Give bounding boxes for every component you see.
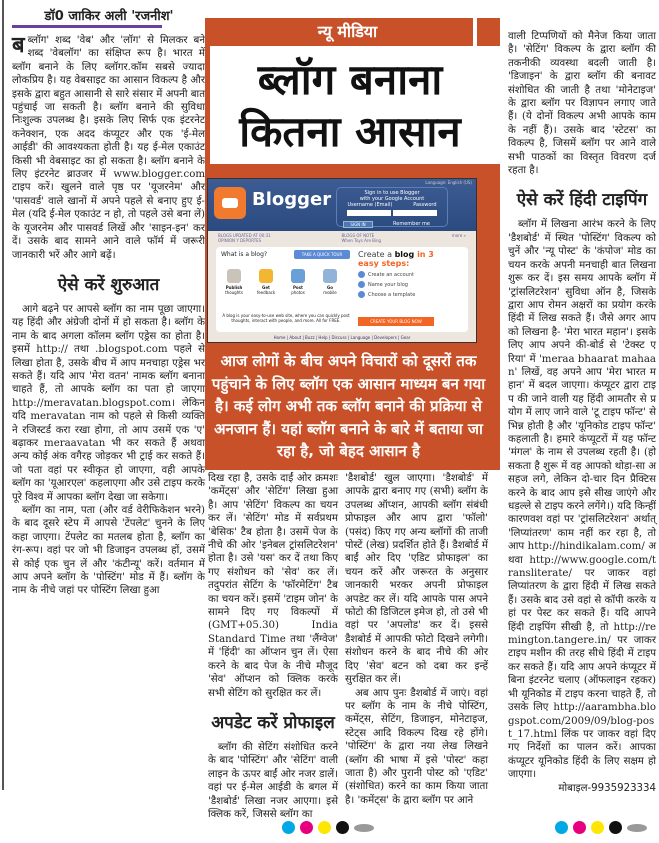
step bbox=[358, 291, 468, 298]
feature-title: Publish bbox=[225, 285, 243, 290]
feature-title: Get bbox=[262, 285, 270, 290]
cyan-dot bbox=[555, 821, 568, 834]
tour-button: TAKE A QUICK TOUR bbox=[294, 250, 350, 259]
username-label: Username (Email) bbox=[347, 202, 393, 208]
blogger-brand: Blogger bbox=[252, 189, 332, 210]
blogger-screenshot bbox=[207, 178, 477, 343]
feature-sub: photos bbox=[291, 290, 305, 295]
create-title-bold: blog bbox=[394, 250, 415, 259]
create-title-num: in 3 bbox=[414, 250, 434, 259]
callout-text: आज लोगों के बीच अपने विचारों को दूसरों तक पहुंचाने के लिए ब्लॉग एक आसान माध्यम बन गया है। कई लोग अभी तक ब्लॉग बनाने की प्रक्रिया से अनजान हैं। यहां ब्लॉग बनाने के बारे में बताया जा रहा है, जो बेहद आसान है bbox=[211, 352, 486, 460]
mobile-number: मोबाइल-9935923334 bbox=[558, 782, 656, 794]
step-label: Create an account bbox=[368, 271, 414, 278]
headline-line-1: ब्लॉग बनाना bbox=[257, 55, 443, 104]
paragraph: ब्लॉग की सेटिंग संशोधित करने के बाद 'पोस्टिंग' और 'सेटिंग' वाली लाइन के ऊपर बाईं ओर नजर डालें। वहां पर ई-मेल आईडी के बगल में 'डैशबोर्ड' लिखा नजर आएगा। इसे क्लिक करें, जिससे ब्लॉग का bbox=[208, 741, 338, 820]
footer-links: Home | About | Buzz | Help | Discuss | Language | Developers | Gear bbox=[273, 335, 411, 340]
column-3 bbox=[345, 472, 488, 807]
feature-item bbox=[320, 269, 340, 295]
step-2-icon bbox=[358, 281, 365, 288]
feature-icon bbox=[291, 269, 305, 283]
feature-icon bbox=[227, 269, 241, 283]
blogs-updated: BLOGS UPDATED AT 00:31 bbox=[218, 233, 271, 238]
intro-panel bbox=[216, 247, 468, 332]
heading-profile: अपडेट करें प्रोफाइल bbox=[211, 712, 335, 733]
intro-paragraph: बब्लॉग' शब्द 'वेब' और 'लॉग' से मिलकर बने शब्द 'वेबलॉग' का संक्षिप्त रूप है। भारत में ब्लॉग बनाने के लिए ब्लॉगर.कॉम सबसे ज्यादा लोकप्रिय है। यह वेबसाइट का आसान विकल्प है और इसके द्वारा बहुत आसानी से सारे संसार में अपनी बात पहुंचाई जा सकती है। ब्लॉग बनाने की सुविधा निःशुल्क उपलब्ध है। इसके लिए सिर्फ एक इंटरनेट कनेक्शन, एक अदद कंप्यूटर और एक 'ई-मेल आईडी' की आवश्यकता होती है। यह ई-मेल एकाउंट किसी भी वेबसाइट का हो सकता है। ब्लॉग बनाने के लिए इंटरनेट ब्राउजर में www.blogger.com टाइप करें। खुलने वाले पृष्ठ पर 'यूजरनेम' और 'पासवर्ड' वाले खानों में अपने पहले से बनाए हुए ई-मेल (यदि ई-मेल एकाउंट न हो, तो पहले उसे बना लें) के यूजरनेम और पासवर्ड लिखें और 'साइन-इन' कर दें। उसके बाद सामने आने वाले फॉर्म में जरूरी जानकारी भरें और आगे बढ़ें। bbox=[12, 33, 205, 261]
gray-dot bbox=[354, 824, 374, 832]
drop-cap: ब bbox=[12, 33, 25, 58]
easy-steps: easy steps: bbox=[358, 259, 410, 268]
left-border bbox=[2, 0, 4, 790]
feature-sub: thoughts bbox=[225, 290, 243, 295]
feature-icon bbox=[323, 269, 337, 283]
cyan-dot bbox=[282, 821, 295, 834]
black-dot bbox=[609, 821, 622, 834]
magenta-dot bbox=[573, 821, 586, 834]
create-blog-button: CREATE YOUR BLOG NOW bbox=[358, 317, 434, 326]
decorative-bars bbox=[473, 18, 477, 46]
blogger-logo-icon bbox=[214, 187, 246, 219]
heading-start: ऐसे करें शुरुआत bbox=[57, 274, 160, 295]
step-label: Choose a template bbox=[368, 291, 416, 298]
blogs-bar bbox=[208, 231, 476, 245]
remember-me: Remember me bbox=[393, 221, 430, 227]
feature-item bbox=[224, 269, 244, 295]
section-label: न्यू मीडिया bbox=[317, 22, 378, 41]
username-input bbox=[347, 210, 391, 216]
column-4 bbox=[508, 30, 656, 795]
magenta-dot bbox=[300, 821, 313, 834]
step bbox=[358, 271, 468, 278]
more-link: more » bbox=[451, 233, 466, 238]
feature-sub: mobile bbox=[323, 290, 337, 295]
yellow-dot bbox=[591, 821, 604, 834]
password-label: Password bbox=[413, 202, 437, 208]
paragraph: आगे बढ़ने पर आपसे ब्लॉग का नाम पूछा जाएगा। यह हिंदी और अंग्रेजी दोनों में हो सकता है। ब्लॉग के नाम के बाद अगला कॉलम ब्लॉग एड्रेस का होता है। इसमें http:// तथा .blogspot.com पहले से लिखा होता है, उसके बीच में आप मनचाहा एड्रेस भर सकते हैं। यदि आप 'मेरा वतन' नामक ब्लॉग बनाना चाहते हैं, तो आपके ब्लॉग का पता हो जाएगा http://meravatan.blogspot.com। लेकिन यदि meravatan नाम को पहले से किसी व्यक्ति ने रजिस्टर्ड करा रखा होगा, तो आप उसमें एक 'ए' बढ़ाकर meraavatan भी कर सकते हैं अथवा अन्य कोई अंक वगैरह जोड़कर भी ट्राई कर सकते हैं। जो पता वहां पर स्वीकृत हो जाएगा, वही आपके ब्लॉग का 'यूआरएल' कहलाएगा और उसे टाइप करके पूरे विश्व में आपका ब्लॉग देखा जा सकेगा। bbox=[12, 303, 205, 503]
create-title: Create a bbox=[358, 250, 395, 259]
heading-hindi-typing: ऐसे करें हिंदी टाइपिंग bbox=[516, 190, 648, 211]
signin-box bbox=[336, 187, 448, 227]
step-3-icon bbox=[358, 291, 365, 298]
author-byline: डॉ0 जाकिर अली 'रजनीश' bbox=[44, 9, 174, 24]
blogger-description: A blog is your easy-to-use web site, where you can quickly post thoughts, interact with people, and more. All for FREE. bbox=[222, 313, 350, 323]
step-1-icon bbox=[358, 271, 365, 278]
paragraph: दिख रहा है, उसके दाईं ओर क्रमशः 'कमेंट्स' और 'सेटिंग' लिखा हुआ है। आप 'सेटिंग' विकल्प का चयन कर लें। 'सेटिंग' मोड में सर्वप्रथम 'बेसिक' टैब होता है। उसमें पेज के नीचे की ओर 'इनेबल ट्रांसलिटरेशन' होता है। उसे 'यस' कर दें तथा किए गए संशोधन को 'सेव' कर लें। तदुपरांत सेटिंग के 'फॉरमेटिंग' टैब का चयन करें। इसमें 'टाइम जोन' के सामने दिए गए विकल्पों में (GMT+05.30) India Standard Time तथा 'लैंग्वेज' में 'हिंदी' का ऑप्शन चुन लें। ऐसा करने के बाद पेज के नीचे मौजूद 'सेव' ऑप्शन को क्लिक करके सभी सेटिंग को सुरक्षित कर लें। bbox=[208, 473, 338, 699]
language-select: Language: English (US) bbox=[425, 180, 472, 185]
feature-item bbox=[288, 269, 308, 295]
column-1 bbox=[12, 34, 205, 598]
registration-marks bbox=[555, 821, 647, 834]
author-underline bbox=[12, 25, 162, 28]
paragraph: वाली टिप्पणियों को मैनेज किया जाता है। 'सेटिंग' विकल्प के द्वारा ब्लॉग की तकनीकी व्यवस्था बदली जाती है। 'डिजाइन' के द्वारा ब्लॉग की बनावट संशोधित की जाती है तथा 'मोनेटाइज' के द्वारा ब्लॉग पर विज्ञापन लगाए जाते हैं। (ये दोनों विकल्प अभी आपके काम के नहीं हैं)। उसके बाद 'स्टेटस' का विकल्प है, जिसमें ब्लॉग पर आने वाले सभी पाठकों का विस्तृत विवरण दर्ज रहता है। bbox=[508, 31, 656, 177]
step-label: Name your blog bbox=[368, 281, 408, 288]
paragraph: 'डैशबोर्ड' खुल जाएगा। 'डैशबोर्ड' में आपके द्वारा बनाए गए (सभी) ब्लॉग के उपलब्ध ऑप्शन, आपकी ब्लॉग संबंधी प्रोफाइल और आप द्वारा 'फॉलो' (पसंद) किए गए अन्य ब्लॉगों की ताजी पोस्टें (लेख) प्रदर्शित होते हैं। डैशबोर्ड में बाईं ओर दिए 'एडिट प्रोफाइल' का चयन करें और जरूरत के अनुसार जानकारी भरकर अपनी प्रोफाइल अपडेट कर लें। यदि आपके पास अपने फोटो की डिजिटल इमेज हो, तो उसे भी वहां पर 'अपलोड' कर दें। इससे डैशबोर्ड में आपकी फोटो दिखने लगेगी। संशोधन करने के बाद नीचे की ओर दिए 'सेव' बटन को दबा कर इन्हें सुरक्षित कर लें। bbox=[345, 473, 488, 686]
column-2 bbox=[208, 472, 338, 821]
signin-title: Sign in to use Blogger bbox=[364, 190, 420, 196]
yellow-dot bbox=[318, 821, 331, 834]
feature-icons bbox=[224, 269, 340, 295]
feature-icon bbox=[259, 269, 273, 283]
paragraph: ब्लॉग का नाम, पता (और वर्ड वेरीफिकेशन भरने) के बाद दूसरे स्टेप में आपसे 'टेंपलेट' चुनने के लिए कहा जाएगा। टेंपलेट का मतलब होता है, ब्लॉग का रंग-रूप। वहां पर जो भी डिजाइन उपलब्ध हों, उसमें से कोई एक चुन लें और 'कंटीन्यू' करें। वर्तमान में आप अपने ब्लॉग के 'पोस्टिंग' मोड में हैं। ब्लॉग के नाम के नीचे जहां पर पोस्टिंग लिखा हुआ bbox=[12, 505, 205, 597]
headline bbox=[210, 46, 500, 164]
registration-marks bbox=[282, 821, 374, 834]
what-is-a-blog: What is a blog? bbox=[221, 251, 268, 258]
paragraph: अब आप पुनः डैशबोर्ड में जाएं। वहां पर ब्लॉग के नाम के नीचे पोस्टिंग, कमेंट्स, सेटिंग, डिजाइन, मोनेटाइज, स्टेट्स आदि विकल्प दिख रहे होंगे। 'पोस्टिंग' के द्वारा नया लेख लिखने (ब्लॉग की भाषा में इसे 'पोस्ट' कहा जाता है) और पुरानी पोस्ट को 'एडिट' (संशोधित) करने का काम किया जाता है। 'कमेंट्स' के द्वारा ब्लॉग पर आने bbox=[345, 687, 488, 806]
blogs-of-note-link: When Toys Are Bing bbox=[341, 238, 382, 243]
signin-button: SIGN IN bbox=[343, 221, 373, 228]
blogs-updated-link: OPINION Y DEPORTES bbox=[218, 238, 262, 243]
black-dot bbox=[336, 821, 349, 834]
blogs-of-note: BLOGS OF NOTE bbox=[341, 233, 375, 238]
step bbox=[358, 281, 468, 288]
create-steps bbox=[358, 250, 468, 298]
paragraph: ब्लॉग में लिखना आरंभ करने के लिए 'डैशबोर्ड' में स्थित 'पोस्टिंग' विकल्प को चुनें और 'न्यू पोस्ट' के 'कंपोज' मोड का चयन करके अपनी मनचाही बात लिखना शुरू कर दें। इस समय आपके ब्लॉग में 'ट्रांसलिटरेशन' सुविधा ऑन है, जिसके द्वारा आप रोमन अक्षरों का प्रयोग करके हिंदी में लिख सकते हैं। जैसे अगर आपको लिखना है- 'मेरा भारत महान'। इसके लिए आप अपने की-बोर्ड से 'टेक्स्ट एरिया' में 'meraa bhaarat mahaan' लिखें, वह अपने आप 'मेरा भारत महान' में बदल जाएगा। कंप्यूटर द्वारा टाइप की जाने वाली यह हिंदी आमतौर से प्रयोग में लाए जाने वाले 'टू टाइप फॉन्ट' से भिन्न होती है और 'यूनिकोड टाइप फॉन्ट' कहलाती है। हमारे कंप्यूटरों में यह फॉन्ट 'मंगल' के नाम से उपलब्ध रहती है। (हो सकता है शुरू में वह आपको थोड़ा-सा असहज लगे, लेकिन दो-चार दिन प्रैक्टिस करने के बाद आप इसे सीख जाएंगे और धड़ल्ले से टाइप करने लगेंगे।) यदि किन्हीं कारणवश वहां पर 'ट्रांसलिटरेशन' अर्थात् 'लिप्यांतरण' काम नहीं कर रहा है, तो आप http://hindikalam.com/ अथवा http://www.google.com/transliterate/ पर जाकर वहां लिप्यांतरण के द्वारा हिंदी में लिख सकते हैं। उसके बाद उसे वहां से कॉपी करके यहां पर पेस्ट कर सकते हैं। यदि आपने हिंदी टाइपिंग सीखी है, तो http://remington.tangere.in/ पर जाकर टाइप मशीन की तरह सीधे हिंदी में टाइप कर सकते हैं। यदि आप अपने कंप्यूटर में बिना इंटरनेट चलाए (ऑफलाइन रहकर) भी यूनिकोड में टाइप करना चाहते हैं, तो उसके लिए http://aarambha.blogspot.com/2009/09/blog-post_17.html लिंक पर जाकर वहां दिए गए निर्देशों का पालन करें। आपका कंप्यूटर यूनिकोड हिंदी के लिए सक्षम हो जाएगा। bbox=[508, 219, 656, 781]
feature-title: Post bbox=[293, 285, 303, 290]
feature-item bbox=[256, 269, 276, 295]
headline-line-2: कितना आसान bbox=[239, 107, 461, 156]
gray-dot bbox=[627, 824, 647, 832]
feature-sub: feedback bbox=[256, 290, 276, 295]
signin-subtitle: with your Google Account bbox=[359, 196, 425, 202]
password-input bbox=[393, 210, 437, 216]
feature-title: Go bbox=[326, 285, 334, 290]
